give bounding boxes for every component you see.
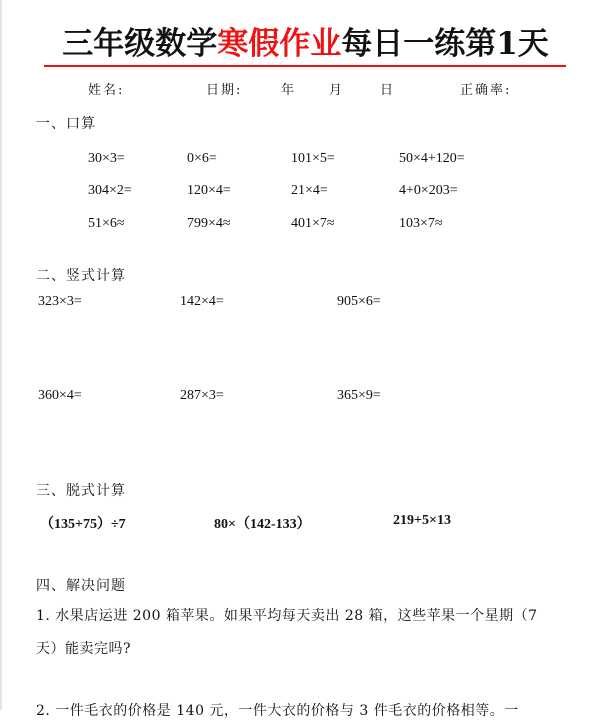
vertical-problem: 142×4= <box>180 294 224 309</box>
oral-problem: 101×5= <box>291 151 335 166</box>
oral-problem: 799×4≈ <box>187 216 231 231</box>
oral-problem: 50×4+120= <box>399 151 465 166</box>
title-part1: 三年级数学 <box>62 26 218 62</box>
oral-problem: 120×4= <box>187 183 231 198</box>
oral-problem: 401×7≈ <box>291 216 335 231</box>
vertical-problem: 287×3= <box>180 388 224 403</box>
month-label: 月 <box>329 83 345 98</box>
section-heading: 四、解决问题 <box>36 578 126 594</box>
year-label: 年 <box>281 83 297 98</box>
oral-problem: 4+0×203= <box>399 183 458 198</box>
oral-problem: 103×7≈ <box>399 216 443 231</box>
problem-text: 天）能卖完吗? <box>36 641 132 657</box>
section-heading: 一、口算 <box>36 116 96 132</box>
vertical-problem: 323×3= <box>38 294 82 309</box>
accuracy-label: 正确率: <box>460 83 512 98</box>
vertical-problem: 360×4= <box>38 388 82 403</box>
oral-problem: 0×6= <box>187 151 217 166</box>
expression: 219+5×13 <box>393 513 451 528</box>
section-heading: 三、脱式计算 <box>36 483 126 499</box>
oral-problem: 21×4= <box>291 183 328 198</box>
problem-text: 2. 一件毛衣的价格是 140 元，一件大衣的价格与 3 件毛衣的价格相等。一 <box>36 703 519 719</box>
oral-problem: 51×6≈ <box>88 216 125 231</box>
title-part3: 每日一练第1天 <box>341 26 549 62</box>
title-highlight: 寒假作业 <box>217 26 342 62</box>
page-edge <box>0 0 2 710</box>
title-underline <box>44 65 566 67</box>
oral-problem: 304×2= <box>88 183 132 198</box>
expression: 80×（142-133） <box>214 517 311 532</box>
expression: （135+75）÷7 <box>40 517 126 532</box>
problem-text: 1. 水果店运进 200 箱苹果。如果平均每天卖出 28 箱，这些苹果一个星期（7 <box>36 608 538 624</box>
vertical-problem: 905×6= <box>337 294 381 309</box>
vertical-problem: 365×9= <box>337 388 381 403</box>
page-title <box>0 18 611 63</box>
day-label: 日 <box>380 83 396 98</box>
oral-problem: 30×3= <box>88 151 125 166</box>
date-label: 日期: <box>206 83 243 98</box>
section-heading: 二、竖式计算 <box>36 268 126 284</box>
name-label: 姓名: <box>88 83 125 98</box>
